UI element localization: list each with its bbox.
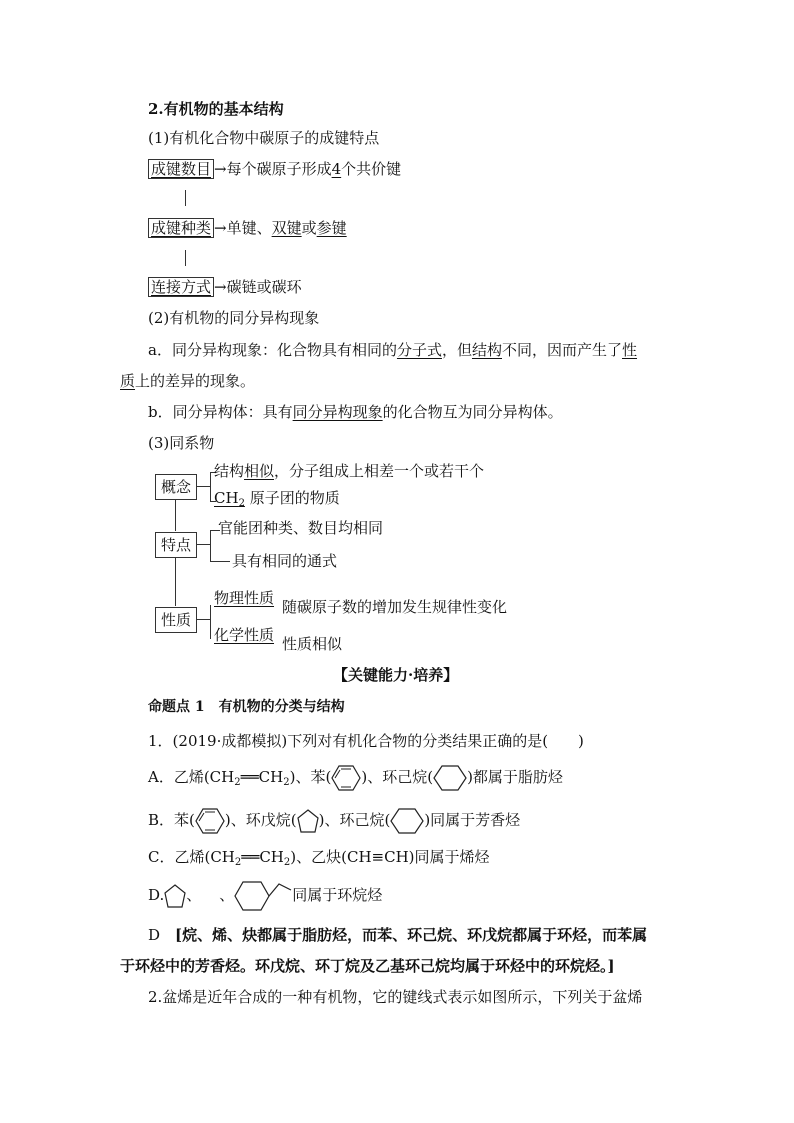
text: 同属于环烷烃	[292, 886, 383, 904]
subscript: 2	[238, 498, 245, 509]
underlined: 物理性质	[214, 589, 275, 607]
chain-label-3: 连接方式	[148, 277, 214, 297]
subscript: 2	[234, 857, 242, 868]
text: A．乙烯(CH	[148, 768, 235, 786]
underlined: 同分异构现象	[292, 403, 383, 421]
property-text-2: 性质相似	[282, 635, 343, 653]
text: )、环己烷(	[361, 768, 434, 786]
chain-row-1	[148, 160, 401, 178]
text: 、	[186, 886, 202, 904]
topic-heading: 命题点 1 有机物的分类与结构	[148, 699, 345, 715]
ethylcyclohexane-icon	[234, 880, 292, 912]
cyclohexane-icon	[433, 764, 467, 792]
answer-line-2: 于环烃中的芳香烃。环戊烷、环丁烷及乙基环己烷均属于环烃中的环烷烃。]	[120, 957, 615, 975]
feature-item-1: 官能团种类、数目均相同	[218, 519, 384, 537]
underlined: 分子式	[396, 341, 442, 359]
text: ══CH	[240, 768, 284, 786]
connector	[196, 619, 210, 620]
underlined: 化学性质	[214, 626, 275, 644]
subscript: 2	[283, 777, 290, 788]
property-label-2	[214, 626, 274, 644]
box-concept: 概念	[155, 474, 197, 500]
connector	[175, 500, 176, 531]
cyclohexane-icon	[390, 807, 424, 835]
text: )、苯(	[289, 768, 332, 786]
sub-heading-3: (3)同系物	[148, 434, 215, 452]
text: D.	[148, 886, 165, 904]
text: [烷、烯、炔都属于脂肪烃，而苯、环己烷、环戊烷都属于环烃，而苯属	[175, 926, 648, 944]
question-2-stem: 2.盆烯是近年合成的一种有机物，它的键线式表示如图所示，下列关于盆烯	[148, 988, 643, 1006]
concept-line-2	[214, 489, 340, 510]
text: a．同分异构现象：化合物具有相同的	[148, 341, 397, 359]
subscript: 2	[283, 857, 291, 868]
option-d	[148, 880, 382, 912]
text: CH	[214, 489, 239, 507]
question-1-stem: 1．(2019·成都模拟)下列对有机化合物的分类结果正确的是( )	[148, 732, 584, 750]
chain-label-2: 成键种类	[148, 218, 214, 238]
text: 的化合物互为同分异构体。	[382, 403, 563, 421]
paragraph-a	[148, 341, 637, 359]
option-a	[148, 764, 563, 792]
text: 不同，因而产生了	[502, 341, 623, 359]
box-feature: 特点	[155, 532, 197, 558]
text: 原子团的物质	[244, 489, 340, 507]
arrow: →	[214, 278, 227, 296]
text: )同属于芳香烃	[424, 811, 521, 829]
text: B．苯(	[148, 811, 195, 829]
box-property: 性质	[155, 607, 197, 633]
bracket	[210, 561, 230, 562]
cyclopentane-icon	[297, 809, 319, 833]
chain-text: 每个碳原子形成	[226, 160, 332, 178]
chain-underlined: 双键	[271, 219, 302, 237]
answer-letter: D	[148, 926, 161, 944]
benzene-icon	[331, 764, 361, 792]
text: )、环己烷(	[318, 811, 391, 829]
sub-heading-1: (1)有机化合物中碳原子的成键特点	[148, 129, 380, 147]
connector	[175, 558, 176, 606]
arrow: →	[214, 160, 227, 178]
text: 结构	[214, 462, 245, 480]
bracket	[210, 530, 211, 562]
text: b．同分异构体：具有	[148, 403, 293, 421]
underlined: 性	[622, 341, 638, 359]
underlined	[214, 489, 245, 507]
text: )都属于脂肪烃	[467, 768, 563, 786]
text: ，但	[441, 341, 472, 359]
option-b	[148, 807, 520, 835]
sub-heading-2: (2)有机物的同分异构现象	[148, 309, 320, 327]
chain-label-1: 成键数目	[148, 159, 214, 179]
section-heading: 【关键能力·培养】	[333, 666, 459, 684]
underlined: 质	[120, 372, 136, 390]
chain-text: 或	[301, 219, 317, 237]
chain-connector	[185, 250, 186, 266]
arrow: →	[214, 219, 227, 237]
chain-row-2	[148, 219, 347, 237]
property-label-1	[214, 589, 274, 607]
bracket	[210, 472, 211, 502]
option-c	[148, 848, 490, 869]
paragraph-b	[148, 403, 563, 421]
section-title: 2.有机物的基本结构	[148, 100, 284, 118]
chain-text: 个共价键	[341, 160, 402, 178]
chain-row-3	[148, 278, 302, 296]
paragraph-a-cont	[120, 372, 255, 390]
text: 上的差异的现象。	[135, 372, 256, 390]
benzene-icon	[195, 807, 225, 835]
answer-line-1	[148, 926, 647, 944]
connector	[196, 544, 210, 545]
text: )、乙炔(CH≡CH)同属于烯烃	[290, 848, 490, 866]
chain-text: 单键、	[226, 219, 272, 237]
text: ══CH	[241, 848, 284, 866]
cyclopentane-icon	[164, 884, 186, 908]
chain-connector	[185, 190, 186, 206]
underlined: 结构	[471, 341, 502, 359]
text: 、	[219, 886, 235, 904]
chain-underlined: 参键	[316, 219, 347, 237]
text: C．乙烯(CH	[148, 848, 235, 866]
text: )、环戊烷(	[224, 811, 297, 829]
underlined: 相似	[244, 462, 275, 480]
bracket	[210, 605, 211, 639]
feature-item-2: 具有相同的通式	[232, 552, 338, 570]
concept-line-1	[214, 462, 484, 480]
text: ，分子组成上相差一个或若干个	[274, 462, 485, 480]
connector	[196, 486, 210, 487]
subscript: 2	[234, 777, 241, 788]
property-text-1: 随碳原子数的增加发生规律性变化	[282, 598, 508, 616]
chain-text: 碳链或碳环	[226, 278, 302, 296]
chain-underlined: 4	[331, 160, 342, 178]
